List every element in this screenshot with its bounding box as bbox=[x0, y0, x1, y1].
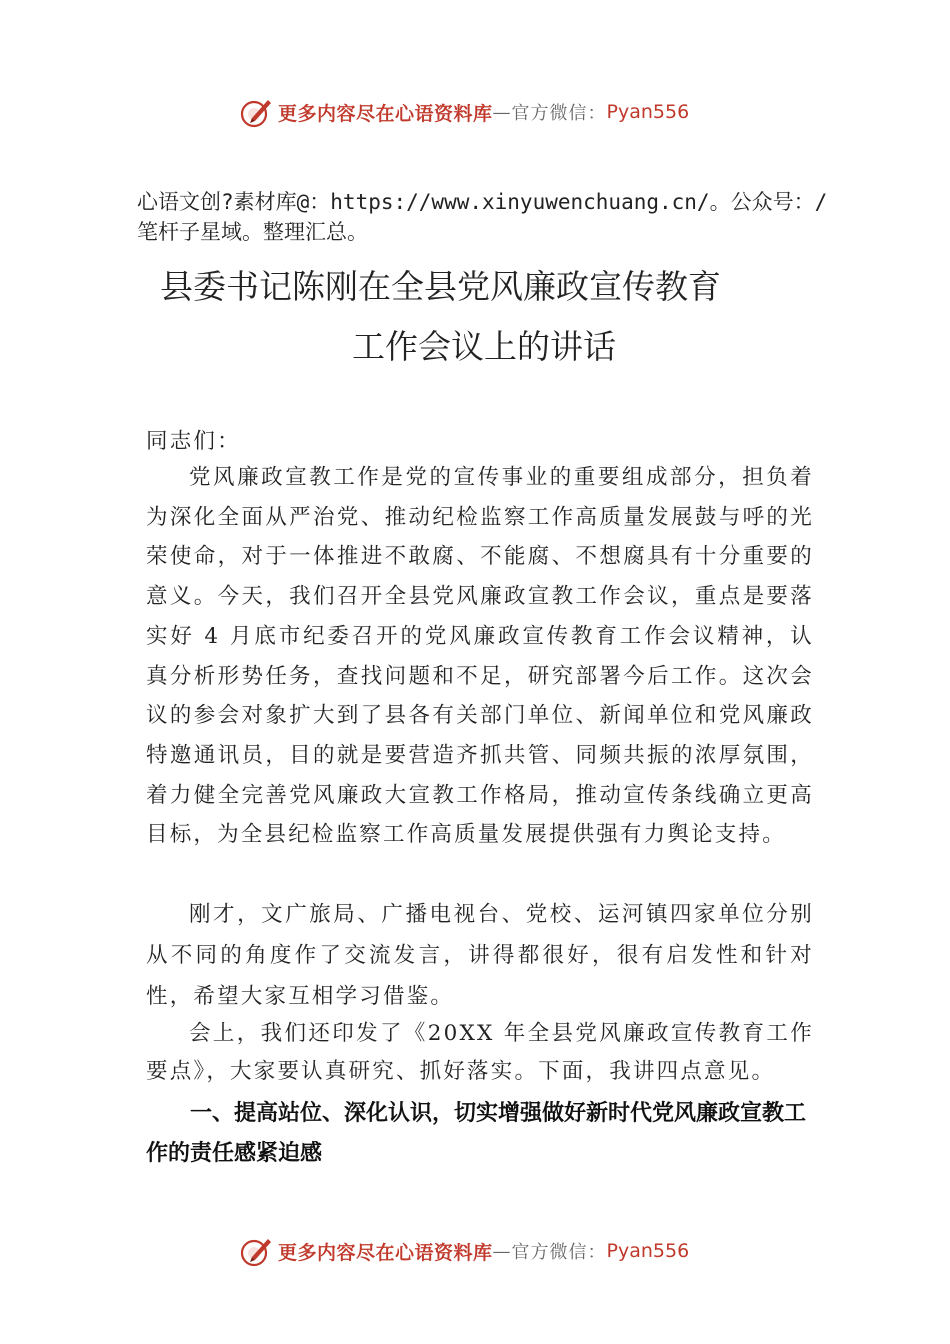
pen-nib-logo-icon bbox=[238, 94, 274, 130]
banner-separator: — bbox=[492, 1240, 512, 1262]
page-title-line2: 工作会议上的讲话 bbox=[352, 327, 616, 366]
greeting: 同志们： bbox=[146, 429, 241, 454]
banner-wechat-label: 官方微信： bbox=[511, 103, 607, 124]
header-banner bbox=[238, 94, 689, 130]
banner-wechat-id: Pyan556 bbox=[606, 101, 690, 123]
source-note: 心语文创?素材库@：https://www.xinyuwenchuang.cn/。公众号：/笔杆子星域。整理汇总。 bbox=[137, 190, 828, 244]
banner-wechat-id: Pyan556 bbox=[606, 1240, 690, 1262]
banner-separator: — bbox=[492, 101, 512, 123]
pen-nib-logo-icon bbox=[238, 1233, 274, 1269]
banner-wechat-label: 官方微信： bbox=[511, 1242, 607, 1263]
paragraph-2: 刚才，文广旅局、广播电视台、党校、运河镇四家单位分别从不同的角度作了交流发言，讲得都很好，很有启发性和针对性，希望大家互相学习借鉴。 bbox=[146, 902, 814, 1009]
page-title-line1: 县委书记陈刚在全县党风廉政宣传教育 bbox=[160, 267, 721, 306]
paragraph-3: 会上，我们还印发了《20XX 年全县党风廉政宣传教育工作要点》，大家要认真研究、抓好落实。下面，我讲四点意见。 bbox=[146, 1021, 814, 1084]
footer-banner bbox=[238, 1233, 689, 1269]
section-heading: 一、提高站位、深化认识，切实增强做好新时代党风廉政宣教工作的责任感紧迫感 bbox=[146, 1101, 807, 1166]
banner-main-text: 更多内容尽在心语资料库 bbox=[278, 102, 493, 125]
paragraph-1: 党风廉政宣教工作是党的宣传事业的重要组成部分，担负着为深化全面从严治党、推动纪检监察工作高质量发展鼓与呼的光荣使命，对于一体推进不敢腐、不能腐、不想腐具有十分重要的意义。今天，我们召开全县党风廉政宣教工作会议，重点是要落实好 4 月底市纪委召开的党风廉政宣传教育工作会议精神，认真分析形势任务，查找问题和不足，研究部署今后工作。这次会议的参会对象扩大到了县各有关部门单位、新闻单位和党风廉政特邀通讯员，目的就是要营造齐抓共管、同频共振的浓厚氛围，着力健全完善党风廉政大宣教工作格局，推动宣传条线确立更高目标，为全县纪检监察工作高质量发展提供强有力舆论支持。 bbox=[146, 465, 814, 848]
banner-main-text: 更多内容尽在心语资料库 bbox=[278, 1241, 493, 1264]
